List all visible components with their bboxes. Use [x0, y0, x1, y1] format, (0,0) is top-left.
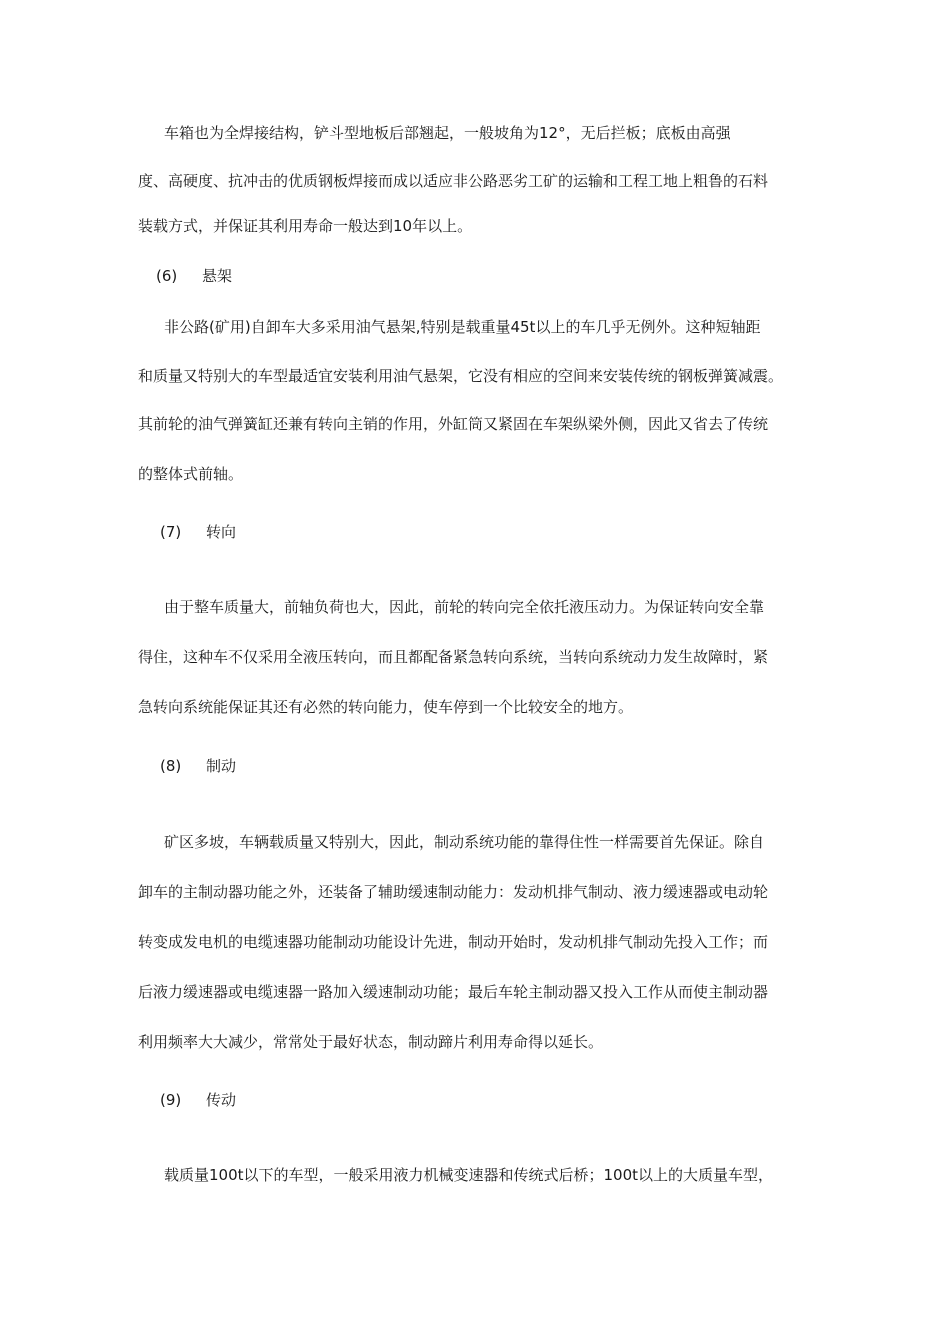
paragraph-4-line-4: 后液力缓速器或电缆速器一路加入缓速制动功能；最后车轮主制动器又投入工作从而使主制动器: [138, 983, 769, 1001]
section-title: 转向: [206, 523, 237, 541]
section-title: 悬架: [202, 267, 233, 285]
paragraph-4-line-1: 矿区多坡，车辆载质量又特别大，因此，制动系统功能的靠得住性一样需要首先保证。除自: [164, 833, 765, 851]
paragraph-3-line-3: 急转向系统能保证其还有必然的转向能力，使车停到一个比较安全的地方。: [138, 698, 634, 716]
section-number: (7): [160, 523, 182, 541]
section-title: 传动: [206, 1091, 237, 1109]
paragraph-1-line-1: 车箱也为全焊接结构，铲斗型地板后部翘起，一般坡角为12°，无后拦板；底板由高强: [164, 124, 731, 142]
section-number: (8): [160, 757, 182, 775]
section-title: 制动: [206, 757, 237, 775]
paragraph-4-line-2: 卸车的主制动器功能之外，还装备了辅助缓速制动能力：发动机排气制动、液力缓速器或电动轮: [138, 883, 769, 901]
paragraph-2-line-2: 和质量又特别大的车型最适宜安装利用油气悬架，它没有相应的空间来安装传统的钢板弹簧减震。: [138, 367, 784, 385]
section-heading-8: [160, 756, 236, 776]
section-heading-9: [160, 1090, 236, 1110]
paragraph-2-line-4: 的整体式前轴。: [138, 465, 244, 483]
paragraph-3-line-2: 得住，这种车不仅采用全液压转向，而且都配备紧急转向系统，当转向系统动力发生故障时，紧: [138, 648, 769, 666]
paragraph-2-line-1: 非公路(矿用)自卸车大多采用油气悬架,特别是载重量45t以上的车几乎无例外。这种短轴距: [164, 318, 761, 336]
paragraph-4-line-3: 转变成发电机的电缆速器功能制动功能设计先进，制动开始时，发动机排气制动先投入工作；而: [138, 933, 769, 951]
section-heading-7: [160, 522, 236, 542]
paragraph-1-line-3: 装载方式，并保证其利用寿命一般达到10年以上。: [138, 217, 473, 235]
section-heading-6: [156, 266, 232, 286]
section-number: (6): [156, 267, 178, 285]
paragraph-4-line-5: 利用频率大大减少，常常处于最好状态，制动蹄片利用寿命得以延长。: [138, 1033, 604, 1051]
section-number: (9): [160, 1091, 182, 1109]
paragraph-1-line-2: 度、高硬度、抗冲击的优质钢板焊接而成以适应非公路恶劣工矿的运输和工程工地上粗鲁的石料: [138, 172, 769, 190]
paragraph-5-line-1: 载质量100t以下的车型，一般采用液力机械变速器和传统式后桥；100t以上的大质量车型，: [164, 1166, 774, 1184]
paragraph-3-line-1: 由于整车质量大，前轴负荷也大，因此，前轮的转向完全依托液压动力。为保证转向安全靠: [164, 598, 765, 616]
paragraph-2-line-3: 其前轮的油气弹簧缸还兼有转向主销的作用，外缸筒又紧固在车架纵梁外侧，因此又省去了传统: [138, 415, 769, 433]
